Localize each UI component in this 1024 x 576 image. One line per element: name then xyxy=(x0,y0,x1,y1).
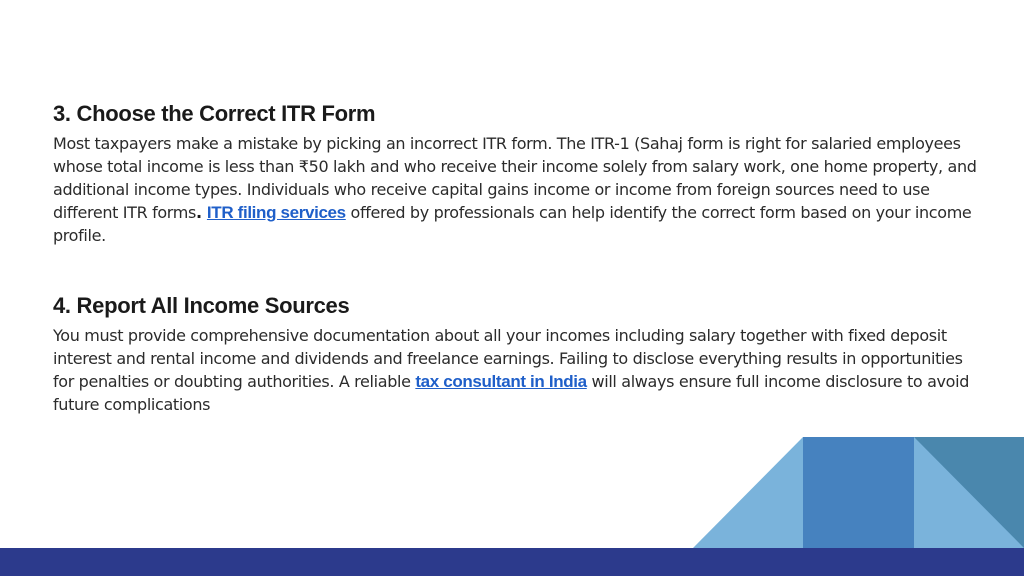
teal-blue-square xyxy=(914,437,1024,548)
paragraph-text: Most taxpayers make a mistake by picking an incorrect ITR form. The ITR-1 (Sahaj form is right for salaried employees whose total income is less than ₹50 lakh and who receive their income solely from salary work, one home property, and additional income types. Individuals who receive capital gains income or income from foreign sources need to use different ITR forms xyxy=(53,134,977,222)
tax-consultant-link[interactable]: tax consultant in India xyxy=(415,372,587,391)
section-choose-itr-form xyxy=(53,100,988,247)
itr-filing-services-link[interactable]: ITR filing services xyxy=(206,203,346,222)
mid-blue-square xyxy=(803,437,914,548)
section-report-income-sources xyxy=(53,292,988,416)
section-paragraph xyxy=(53,324,988,416)
footer-bar xyxy=(0,548,1024,576)
section-paragraph xyxy=(53,132,988,247)
section-heading: 4. Report All Income Sources xyxy=(53,293,350,318)
sentence-period: . xyxy=(195,203,207,222)
section-heading: 3. Choose the Correct ITR Form xyxy=(53,101,376,126)
light-blue-triangle xyxy=(693,437,803,548)
light-blue-diagonal-triangle xyxy=(914,437,1024,548)
paragraph-text: You must provide comprehensive documentation about all your incomes including salary together with fixed deposit interest and rental income and dividends and freelance earnings. Failing to disclose everything results in opportunities for penalties or doubting authorities. A reliable xyxy=(53,326,963,391)
paragraph-text: offered by professionals can help identify the correct form based on your income profile. xyxy=(53,203,972,245)
paragraph-text: will always ensure full income disclosure to avoid future complications xyxy=(53,372,970,414)
